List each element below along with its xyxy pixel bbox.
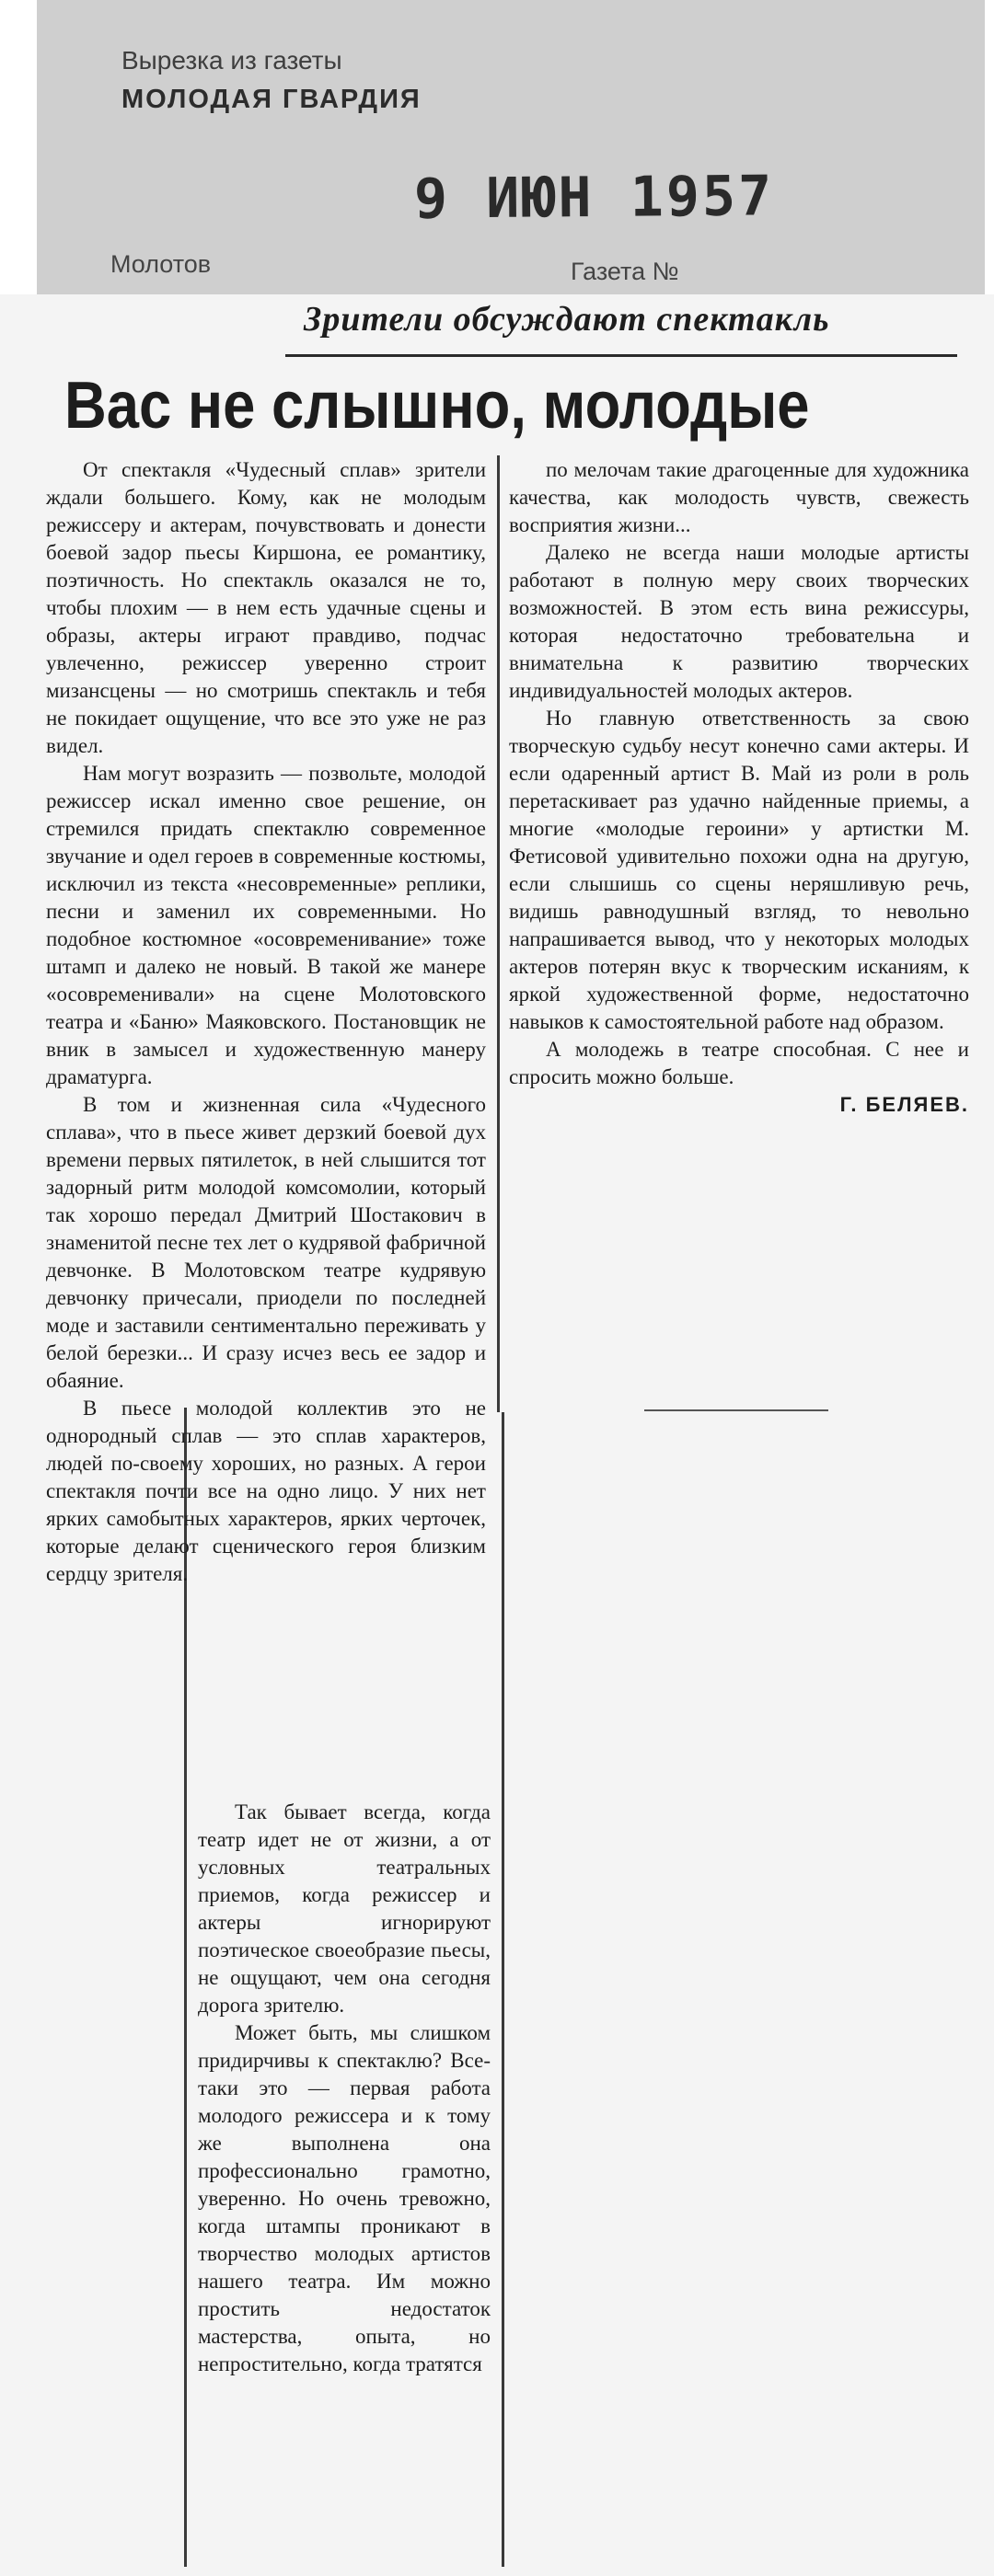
paragraph: Так бывает всегда, когда театр идет не от жизни, а от условных театральных приемов, когда режиссер и актеры игнорируют поэтическое своеобразие пьесы, не ощущают, чем она сегодня дорога зрителю. <box>198 1800 491 2017</box>
paragraph: по мелочам такие драгоценные для художника качества, как молодость чувств, свежесть восприятия жизни... <box>509 458 969 536</box>
paragraph: Далеко не всегда наши молодые артисты работают в полную меру своих творческих возможностей. В этом есть вина режиссуры, которая недостаточно требовательна и внимательна к развитию творческих индивидуальностей молодых актеров. <box>509 541 969 702</box>
label-city: Молотов <box>110 250 212 278</box>
article-headline: Вас не слышно, молодые <box>64 369 810 443</box>
paragraph: Может быть, мы слишком придирчивы к спектаклю? Все-таки это — первая работа молодого режиссера и к тому же выполнена она профессионально грамотно, уверенно. Но очень тревожно, когда штампы проникают в творчество молодых артистов нашего театра. Им можно простить недостаток мастерства, опыта, но непростительно, когда тратятся <box>198 2021 491 2375</box>
column-rule-right <box>502 1412 504 2567</box>
article-rubric: Зрители обсуждают спектакль <box>304 300 830 339</box>
author-signature: Г. БЕЛЯЕВ. <box>839 1093 969 1116</box>
paragraph: В том и жизненная сила «Чудесного сплава», что в пьесе живет дерзкий боевой дух времени первых пятилеток, в ней слышится тот задорный ритм молодой комсомолии, который так хорошо передал Дмитрий Шостакович в знаменитой песне тех лет о кудрявой фабричной девчонке. В Молотовском театре кудрявую девчонку причесали, приодели по последней моде и заставили сентиментально переживать у белой березки... И сразу исчез весь ее задор и обаяние. <box>46 1093 486 1392</box>
date-stamp: 9 ИЮН 1957 <box>413 164 775 232</box>
label-issue-number: Газета № <box>571 258 679 285</box>
label-source-caption: Вырезка из газеты <box>121 46 342 75</box>
paragraph: Но главную ответственность за свою творческую судьбу несут конечно сами актеры. И если одаренный артист В. Май из роли в роль перетаскивает раз удачно найденные приемы, а многие «молодые героини» у артистки М. Фетисовой удивительно похожи одна на другую, если слышишь со сцены неряшливую речь, видишь равнодушный взгляд, то невольно напрашивается вывод, что у некоторых молодых актеров потерян вкус к творческим исканиям, к яркой художественной форме, недостаточно навыков к самостоятельной работе над образом. <box>509 707 969 1033</box>
paragraph: От спектакля «Чудесный сплав» зрители ждали большего. Кому, как не молодым режиссеру и актерам, почувствовать и донести боевой задор пьесы Киршона, ее романтику, поэтичность. Но спектакль оказался не то, чтобы плохим — в нем есть удачные сцены и образы, актеры играют правдиво, подчас увлеченно, режиссер уверенно строит мизансцены — но смотришь спектакль и тебя не покидает ощущение, что все это уже не раз видел. <box>46 458 486 757</box>
article-column-right <box>509 456 969 1119</box>
rubric-divider <box>285 354 957 357</box>
article-column-left <box>46 456 486 1588</box>
paragraph: А молодежь в театре способная. С нее и спросить можно больше. <box>509 1038 969 1088</box>
paragraph: Нам могут возразить — позвольте, молодой режиссер искал именно свое решение, он стремился придать спектаклю современное звучание и одел героев в современные костюмы, исключил из текста «несовременные» реплики, песни и заменил их современными. Но подобное костюмное «осовременивание» тоже штамп и далеко не новый. В такой же манере «осовременивали» на сцене Молотовского театра и «Баню» Маяковского. Постановщик не вник в замысел и художественную манеру драматурга. <box>46 762 486 1088</box>
paragraph: В пьесе молодой коллектив это не однородный сплав — это сплав характеров, людей по-своему хороших, но разных. А герои спектакля почти все на одно лицо. У них нет ярких самобытных характеров, ярких черточек, которые делают сценического героя близким сердцу зрителя. <box>46 1397 486 1585</box>
column-rule <box>497 455 500 1412</box>
article-column-bottom <box>198 1799 491 2378</box>
article-end-rule <box>644 1409 828 1411</box>
label-newspaper-name: МОЛОДАЯ ГВАРДИЯ <box>121 85 422 114</box>
